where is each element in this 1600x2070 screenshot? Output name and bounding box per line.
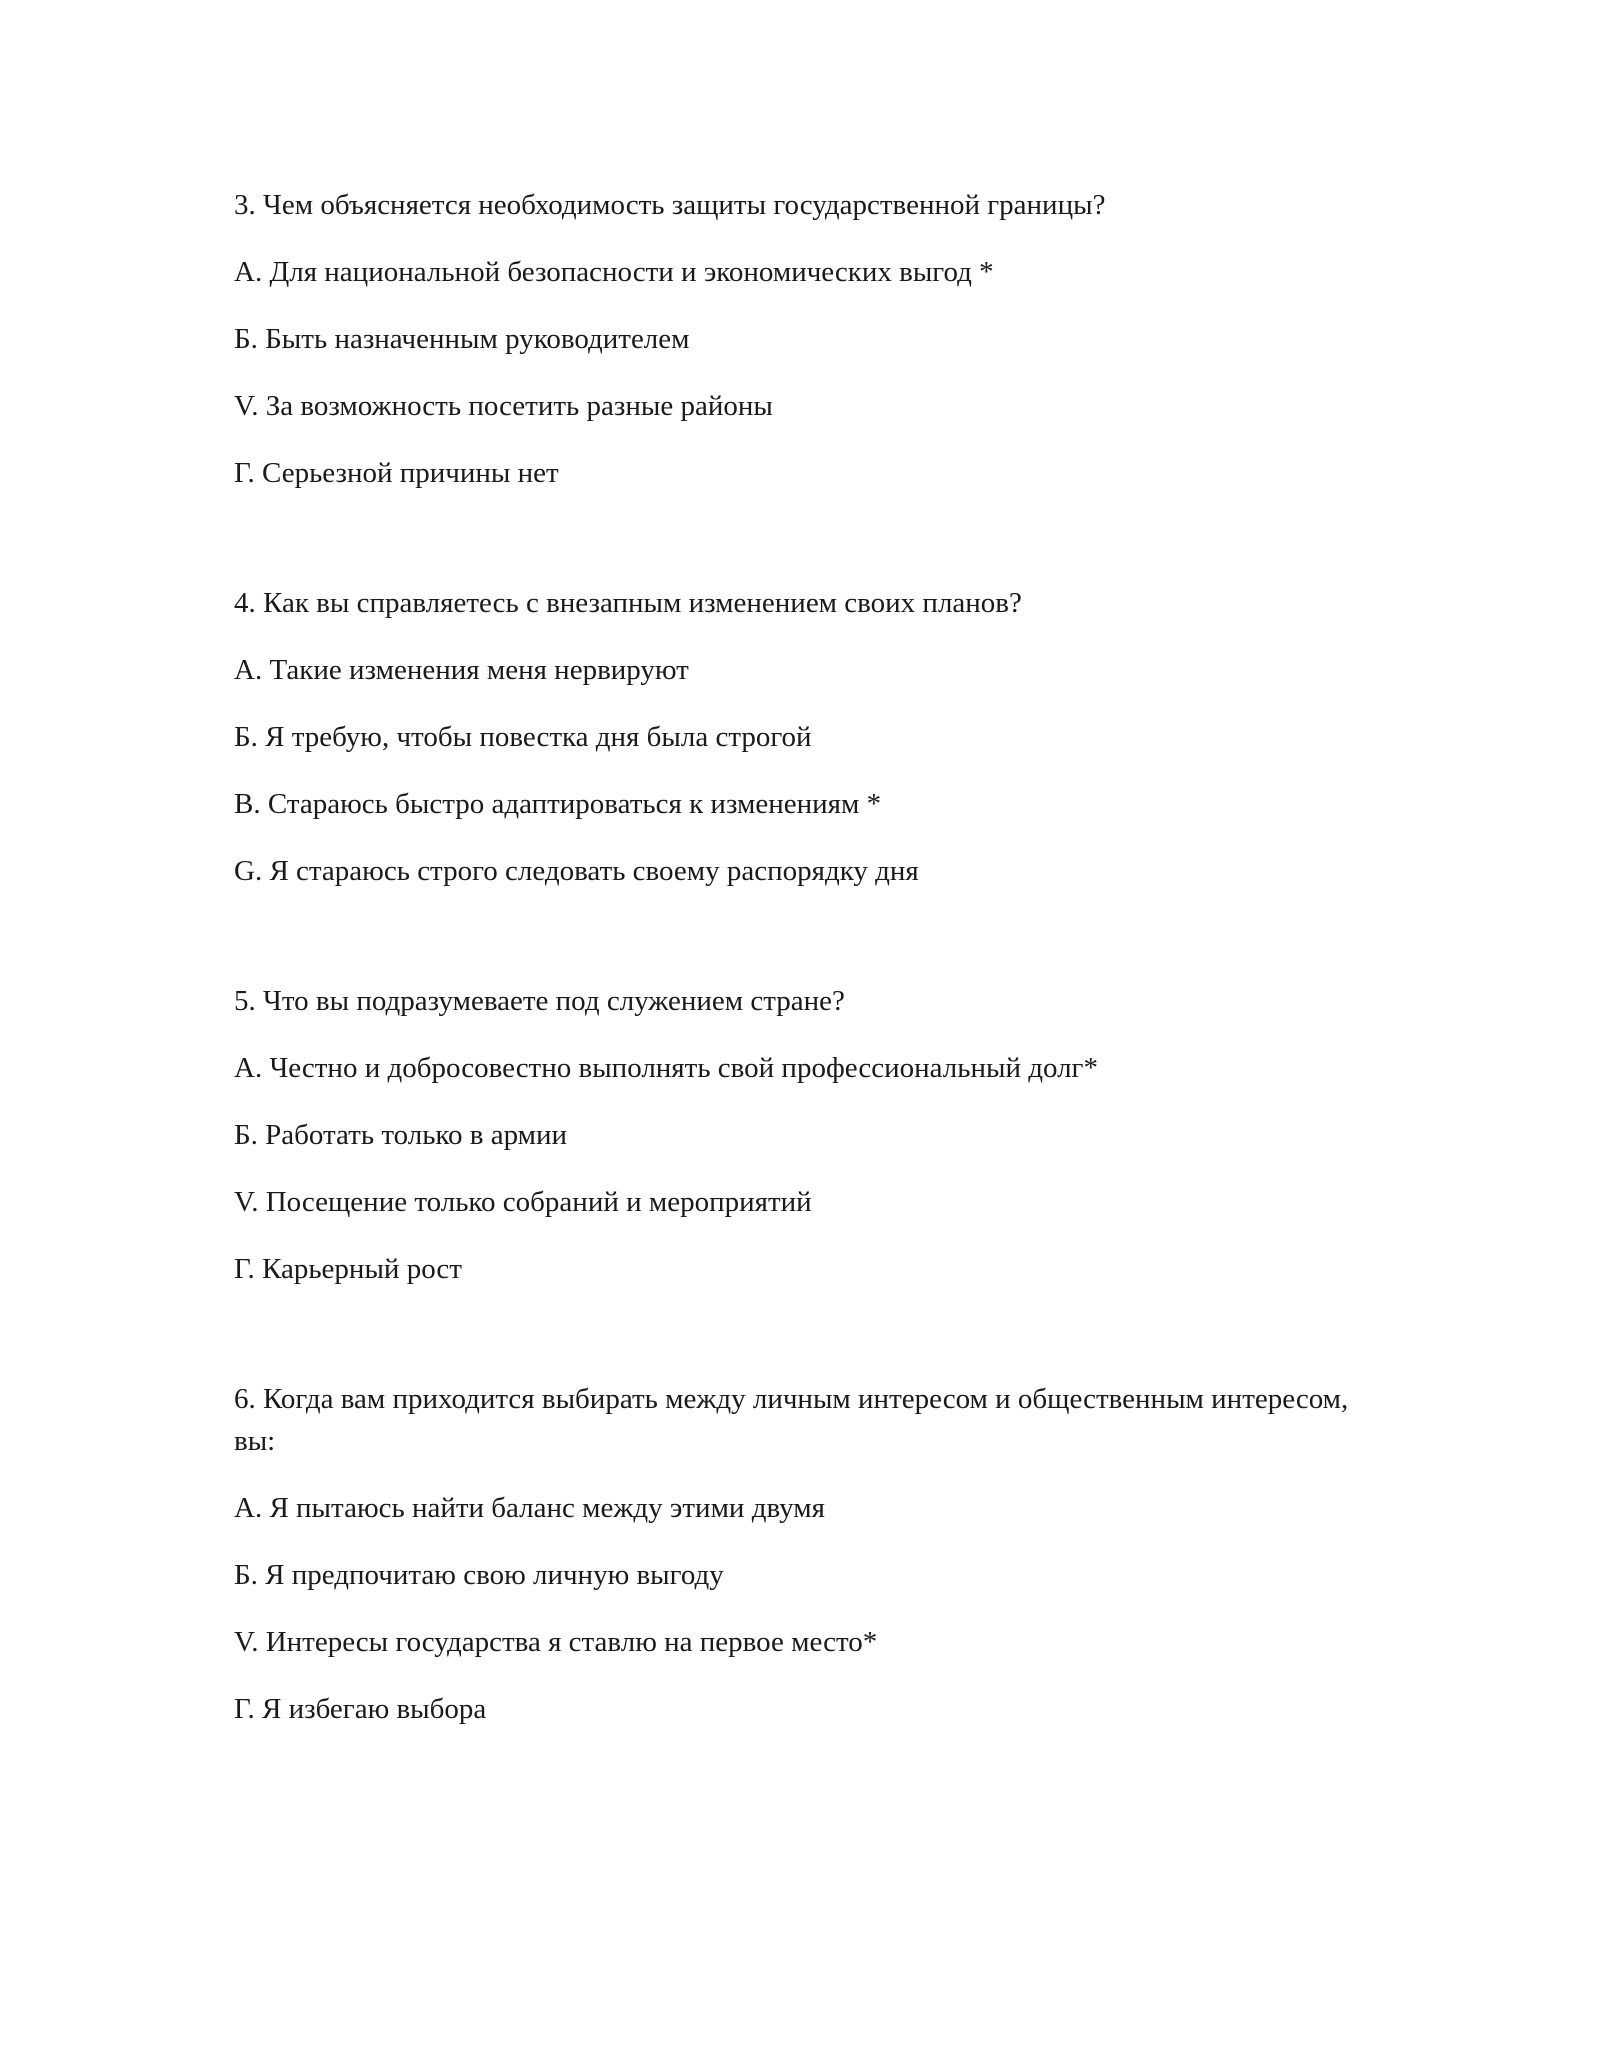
option-b: Б. Быть назначенным руководителем [234,323,690,355]
question-text: 3. Чем объясняется необходимость защиты государственной границы? [234,189,1106,221]
question-text: 4. Как вы справляетесь с внезапным изменением своих планов? [234,587,1022,619]
option-v: V. Посещение только собраний и мероприятий [234,1186,812,1218]
question-text: 5. Что вы подразумеваете под служением стране? [234,985,845,1017]
document-page [234,184,1354,1755]
option-v: V. За возможность посетить разные районы [234,390,773,422]
option-g: Г. Я избегаю выбора [234,1693,487,1725]
option-g: Г. Карьерный рост [234,1253,462,1285]
option-b: Б. Я предпочитаю свою личную выгоду [234,1559,724,1591]
option-g: Г. Серьезной причины нет [234,457,559,489]
option-a: A. Такие изменения меня нервируют [234,654,689,686]
option-g: G. Я стараюсь строго следовать своему распорядку дня [234,855,919,887]
question-5 [234,980,1354,1290]
question-text: 6. Когда вам приходится выбирать между личным интересом и общественным интересом, вы: [234,1383,1349,1457]
option-v: B. Стараюсь быстро адаптироваться к изменениям * [234,788,882,820]
question-6 [234,1378,1354,1730]
option-v: V. Интересы государства я ставлю на первое место* [234,1626,878,1658]
option-b: Б. Я требую, чтобы повестка дня была строгой [234,721,812,753]
option-a: A. Честно и добросовестно выполнять свой профессиональный долг* [234,1052,1098,1084]
question-3 [234,184,1354,494]
option-b: Б. Работать только в армии [234,1119,568,1151]
option-a: A. Для национальной безопасности и экономических выгод * [234,256,994,288]
option-a: A. Я пытаюсь найти баланс между этими двумя [234,1492,825,1524]
question-4 [234,582,1354,892]
